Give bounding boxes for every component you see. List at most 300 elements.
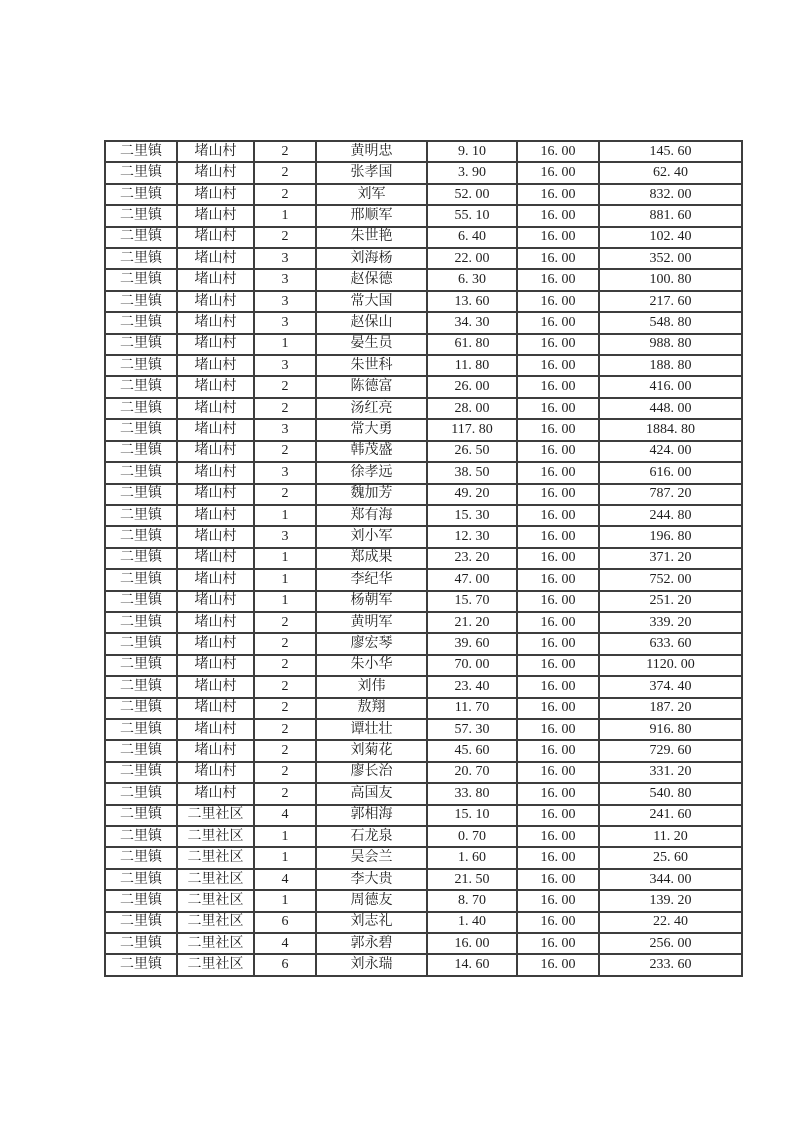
cell-name: 刘菊花 [316,740,427,761]
cell-village: 堵山村 [177,719,254,740]
cell-group-number: 2 [254,719,316,740]
cell-town: 二里镇 [105,954,177,976]
cell-unit-price: 16. 00 [517,376,599,397]
cell-group-number: 6 [254,912,316,933]
cell-quantity: 34. 30 [427,312,517,333]
cell-amount: 244. 80 [599,505,742,526]
cell-village: 二里社区 [177,954,254,976]
cell-name: 李大贵 [316,869,427,890]
cell-unit-price: 16. 00 [517,398,599,419]
cell-group-number: 2 [254,162,316,183]
cell-town: 二里镇 [105,312,177,333]
cell-unit-price: 16. 00 [517,291,599,312]
table-row [105,312,742,333]
cell-village: 二里社区 [177,847,254,868]
cell-group-number: 2 [254,227,316,248]
cell-amount: 344. 00 [599,869,742,890]
cell-village: 堵山村 [177,762,254,783]
cell-unit-price: 16. 00 [517,462,599,483]
subsidy-roster-table [104,140,743,977]
cell-name: 吴会兰 [316,847,427,868]
cell-quantity: 1. 60 [427,847,517,868]
cell-amount: 416. 00 [599,376,742,397]
cell-quantity: 15. 30 [427,505,517,526]
cell-unit-price: 16. 00 [517,334,599,355]
cell-group-number: 4 [254,933,316,954]
cell-unit-price: 16. 00 [517,548,599,569]
cell-unit-price: 16. 00 [517,612,599,633]
table-row [105,227,742,248]
cell-group-number: 3 [254,291,316,312]
cell-village: 堵山村 [177,569,254,590]
cell-amount: 25. 60 [599,847,742,868]
cell-village: 堵山村 [177,505,254,526]
cell-quantity: 21. 20 [427,612,517,633]
table-body [105,141,742,976]
cell-name: 常大勇 [316,419,427,440]
cell-name: 郭相海 [316,805,427,826]
cell-town: 二里镇 [105,376,177,397]
cell-unit-price: 16. 00 [517,954,599,976]
cell-town: 二里镇 [105,591,177,612]
cell-village: 堵山村 [177,740,254,761]
cell-name: 刘小军 [316,526,427,547]
cell-unit-price: 16. 00 [517,805,599,826]
cell-village: 堵山村 [177,591,254,612]
cell-name: 邢顺军 [316,205,427,226]
cell-group-number: 1 [254,591,316,612]
cell-village: 堵山村 [177,548,254,569]
cell-town: 二里镇 [105,291,177,312]
cell-village: 堵山村 [177,484,254,505]
cell-village: 堵山村 [177,526,254,547]
cell-name: 敖翔 [316,698,427,719]
table-row [105,184,742,205]
table-row [105,462,742,483]
cell-quantity: 23. 40 [427,676,517,697]
cell-group-number: 2 [254,740,316,761]
cell-name: 晏生员 [316,334,427,355]
cell-unit-price: 16. 00 [517,312,599,333]
cell-unit-price: 16. 00 [517,205,599,226]
cell-amount: 371. 20 [599,548,742,569]
cell-town: 二里镇 [105,698,177,719]
cell-unit-price: 16. 00 [517,847,599,868]
table-row [105,826,742,847]
table-row [105,912,742,933]
table-row [105,719,742,740]
table-row [105,269,742,290]
cell-village: 堵山村 [177,676,254,697]
cell-village: 堵山村 [177,655,254,676]
cell-group-number: 2 [254,762,316,783]
cell-quantity: 22. 00 [427,248,517,269]
cell-unit-price: 16. 00 [517,912,599,933]
table-row [105,484,742,505]
cell-unit-price: 16. 00 [517,676,599,697]
cell-unit-price: 16. 00 [517,740,599,761]
cell-amount: 331. 20 [599,762,742,783]
table-row [105,655,742,676]
cell-quantity: 21. 50 [427,869,517,890]
cell-amount: 729. 60 [599,740,742,761]
cell-amount: 424. 00 [599,441,742,462]
cell-village: 堵山村 [177,312,254,333]
cell-name: 廖宏琴 [316,633,427,654]
cell-quantity: 15. 10 [427,805,517,826]
table-row [105,419,742,440]
cell-name: 李纪华 [316,569,427,590]
cell-name: 杨朝军 [316,591,427,612]
cell-town: 二里镇 [105,462,177,483]
cell-unit-price: 16. 00 [517,569,599,590]
cell-village: 堵山村 [177,698,254,719]
cell-name: 廖长治 [316,762,427,783]
cell-village: 堵山村 [177,462,254,483]
cell-village: 二里社区 [177,826,254,847]
cell-town: 二里镇 [105,162,177,183]
cell-town: 二里镇 [105,548,177,569]
cell-village: 堵山村 [177,227,254,248]
cell-unit-price: 16. 00 [517,890,599,911]
cell-quantity: 70. 00 [427,655,517,676]
cell-group-number: 3 [254,462,316,483]
table-row [105,334,742,355]
table-row [105,441,742,462]
cell-name: 郭永碧 [316,933,427,954]
cell-group-number: 2 [254,698,316,719]
cell-town: 二里镇 [105,205,177,226]
cell-unit-price: 16. 00 [517,698,599,719]
cell-unit-price: 16. 00 [517,162,599,183]
cell-quantity: 47. 00 [427,569,517,590]
cell-village: 堵山村 [177,269,254,290]
cell-town: 二里镇 [105,355,177,376]
cell-quantity: 38. 50 [427,462,517,483]
cell-town: 二里镇 [105,441,177,462]
cell-quantity: 28. 00 [427,398,517,419]
cell-quantity: 11. 80 [427,355,517,376]
cell-village: 堵山村 [177,398,254,419]
cell-amount: 374. 40 [599,676,742,697]
cell-name: 谭壮壮 [316,719,427,740]
cell-amount: 188. 80 [599,355,742,376]
cell-name: 郑有海 [316,505,427,526]
cell-unit-price: 16. 00 [517,591,599,612]
cell-unit-price: 16. 00 [517,505,599,526]
cell-town: 二里镇 [105,890,177,911]
cell-name: 周德友 [316,890,427,911]
cell-town: 二里镇 [105,248,177,269]
cell-name: 赵保山 [316,312,427,333]
cell-town: 二里镇 [105,569,177,590]
table-row [105,740,742,761]
cell-unit-price: 16. 00 [517,783,599,804]
cell-quantity: 57. 30 [427,719,517,740]
cell-unit-price: 16. 00 [517,248,599,269]
cell-group-number: 1 [254,205,316,226]
cell-name: 韩茂盛 [316,441,427,462]
cell-quantity: 55. 10 [427,205,517,226]
cell-town: 二里镇 [105,334,177,355]
table-row [105,291,742,312]
cell-amount: 988. 80 [599,334,742,355]
cell-amount: 139. 20 [599,890,742,911]
cell-unit-price: 16. 00 [517,184,599,205]
cell-amount: 916. 80 [599,719,742,740]
cell-name: 常大国 [316,291,427,312]
cell-name: 汤红亮 [316,398,427,419]
table-row [105,805,742,826]
cell-name: 郑成果 [316,548,427,569]
table-row [105,548,742,569]
cell-quantity: 9. 10 [427,141,517,162]
cell-town: 二里镇 [105,419,177,440]
table-row [105,526,742,547]
cell-amount: 256. 00 [599,933,742,954]
cell-town: 二里镇 [105,805,177,826]
cell-unit-price: 16. 00 [517,227,599,248]
cell-village: 堵山村 [177,248,254,269]
cell-group-number: 2 [254,633,316,654]
table-row [105,890,742,911]
cell-amount: 752. 00 [599,569,742,590]
table-row [105,869,742,890]
cell-quantity: 15. 70 [427,591,517,612]
table-row [105,954,742,976]
cell-village: 二里社区 [177,805,254,826]
cell-amount: 102. 40 [599,227,742,248]
cell-amount: 339. 20 [599,612,742,633]
cell-unit-price: 16. 00 [517,633,599,654]
cell-name: 魏加芳 [316,484,427,505]
cell-amount: 251. 20 [599,591,742,612]
cell-town: 二里镇 [105,869,177,890]
cell-unit-price: 16. 00 [517,526,599,547]
cell-quantity: 33. 80 [427,783,517,804]
cell-village: 堵山村 [177,633,254,654]
cell-name: 黄明军 [316,612,427,633]
cell-group-number: 1 [254,334,316,355]
cell-group-number: 1 [254,826,316,847]
table-row [105,933,742,954]
cell-group-number: 1 [254,847,316,868]
cell-group-number: 3 [254,419,316,440]
cell-unit-price: 16. 00 [517,441,599,462]
table-row [105,141,742,162]
cell-village: 堵山村 [177,355,254,376]
table-row [105,398,742,419]
cell-group-number: 3 [254,248,316,269]
cell-amount: 633. 60 [599,633,742,654]
cell-quantity: 26. 50 [427,441,517,462]
cell-quantity: 16. 00 [427,933,517,954]
table-row [105,355,742,376]
cell-group-number: 2 [254,484,316,505]
cell-village: 堵山村 [177,376,254,397]
cell-town: 二里镇 [105,740,177,761]
table-row [105,612,742,633]
cell-amount: 241. 60 [599,805,742,826]
cell-quantity: 11. 70 [427,698,517,719]
table-row [105,162,742,183]
cell-town: 二里镇 [105,141,177,162]
cell-village: 二里社区 [177,869,254,890]
cell-amount: 233. 60 [599,954,742,976]
cell-town: 二里镇 [105,184,177,205]
table-row [105,698,742,719]
cell-amount: 448. 00 [599,398,742,419]
cell-quantity: 49. 20 [427,484,517,505]
cell-village: 二里社区 [177,933,254,954]
cell-village: 二里社区 [177,912,254,933]
cell-town: 二里镇 [105,826,177,847]
cell-town: 二里镇 [105,676,177,697]
cell-quantity: 0. 70 [427,826,517,847]
table-row [105,569,742,590]
cell-village: 堵山村 [177,334,254,355]
cell-name: 刘志礼 [316,912,427,933]
cell-name: 陈德富 [316,376,427,397]
cell-quantity: 52. 00 [427,184,517,205]
cell-amount: 22. 40 [599,912,742,933]
cell-group-number: 3 [254,312,316,333]
cell-group-number: 1 [254,569,316,590]
cell-name: 高国友 [316,783,427,804]
cell-town: 二里镇 [105,912,177,933]
cell-amount: 145. 60 [599,141,742,162]
cell-amount: 196. 80 [599,526,742,547]
cell-town: 二里镇 [105,505,177,526]
cell-group-number: 3 [254,269,316,290]
cell-group-number: 4 [254,805,316,826]
table-row [105,847,742,868]
cell-village: 堵山村 [177,162,254,183]
cell-unit-price: 16. 00 [517,762,599,783]
cell-name: 朱世科 [316,355,427,376]
cell-group-number: 2 [254,655,316,676]
cell-group-number: 2 [254,398,316,419]
cell-town: 二里镇 [105,762,177,783]
cell-town: 二里镇 [105,633,177,654]
cell-village: 二里社区 [177,890,254,911]
cell-group-number: 1 [254,548,316,569]
cell-name: 黄明忠 [316,141,427,162]
table-row [105,762,742,783]
cell-group-number: 3 [254,355,316,376]
cell-amount: 1120. 00 [599,655,742,676]
cell-quantity: 20. 70 [427,762,517,783]
cell-unit-price: 16. 00 [517,655,599,676]
cell-amount: 881. 60 [599,205,742,226]
cell-name: 刘军 [316,184,427,205]
table-row [105,591,742,612]
cell-unit-price: 16. 00 [517,484,599,505]
cell-unit-price: 16. 00 [517,355,599,376]
cell-quantity: 39. 60 [427,633,517,654]
cell-unit-price: 16. 00 [517,826,599,847]
cell-amount: 787. 20 [599,484,742,505]
table-row [105,205,742,226]
cell-village: 堵山村 [177,612,254,633]
cell-town: 二里镇 [105,612,177,633]
table-row [105,783,742,804]
cell-town: 二里镇 [105,269,177,290]
cell-group-number: 1 [254,890,316,911]
cell-unit-price: 16. 00 [517,869,599,890]
cell-name: 张孝国 [316,162,427,183]
cell-amount: 540. 80 [599,783,742,804]
cell-amount: 352. 00 [599,248,742,269]
table-row [105,505,742,526]
cell-village: 堵山村 [177,441,254,462]
cell-village: 堵山村 [177,419,254,440]
cell-group-number: 3 [254,526,316,547]
cell-quantity: 61. 80 [427,334,517,355]
cell-unit-price: 16. 00 [517,933,599,954]
cell-amount: 616. 00 [599,462,742,483]
table-row [105,633,742,654]
cell-group-number: 4 [254,869,316,890]
cell-quantity: 117. 80 [427,419,517,440]
cell-unit-price: 16. 00 [517,419,599,440]
cell-town: 二里镇 [105,933,177,954]
cell-quantity: 12. 30 [427,526,517,547]
cell-quantity: 6. 30 [427,269,517,290]
cell-town: 二里镇 [105,719,177,740]
cell-village: 堵山村 [177,184,254,205]
cell-group-number: 2 [254,184,316,205]
cell-town: 二里镇 [105,783,177,804]
cell-town: 二里镇 [105,398,177,419]
cell-town: 二里镇 [105,484,177,505]
cell-unit-price: 16. 00 [517,269,599,290]
cell-amount: 11. 20 [599,826,742,847]
cell-name: 朱世艳 [316,227,427,248]
cell-unit-price: 16. 00 [517,719,599,740]
cell-amount: 187. 20 [599,698,742,719]
cell-name: 刘永瑞 [316,954,427,976]
cell-quantity: 14. 60 [427,954,517,976]
cell-amount: 1884. 80 [599,419,742,440]
cell-village: 堵山村 [177,291,254,312]
cell-town: 二里镇 [105,847,177,868]
cell-amount: 62. 40 [599,162,742,183]
cell-name: 朱小华 [316,655,427,676]
cell-group-number: 2 [254,376,316,397]
cell-quantity: 6. 40 [427,227,517,248]
cell-amount: 548. 80 [599,312,742,333]
table-row [105,248,742,269]
cell-quantity: 3. 90 [427,162,517,183]
cell-name: 石龙泉 [316,826,427,847]
cell-group-number: 2 [254,141,316,162]
cell-quantity: 13. 60 [427,291,517,312]
cell-group-number: 1 [254,505,316,526]
cell-village: 堵山村 [177,205,254,226]
cell-quantity: 45. 60 [427,740,517,761]
cell-group-number: 2 [254,676,316,697]
cell-town: 二里镇 [105,227,177,248]
cell-group-number: 2 [254,783,316,804]
cell-unit-price: 16. 00 [517,141,599,162]
table-row [105,376,742,397]
cell-quantity: 1. 40 [427,912,517,933]
cell-village: 堵山村 [177,141,254,162]
cell-quantity: 23. 20 [427,548,517,569]
cell-name: 刘海杨 [316,248,427,269]
cell-name: 赵保德 [316,269,427,290]
